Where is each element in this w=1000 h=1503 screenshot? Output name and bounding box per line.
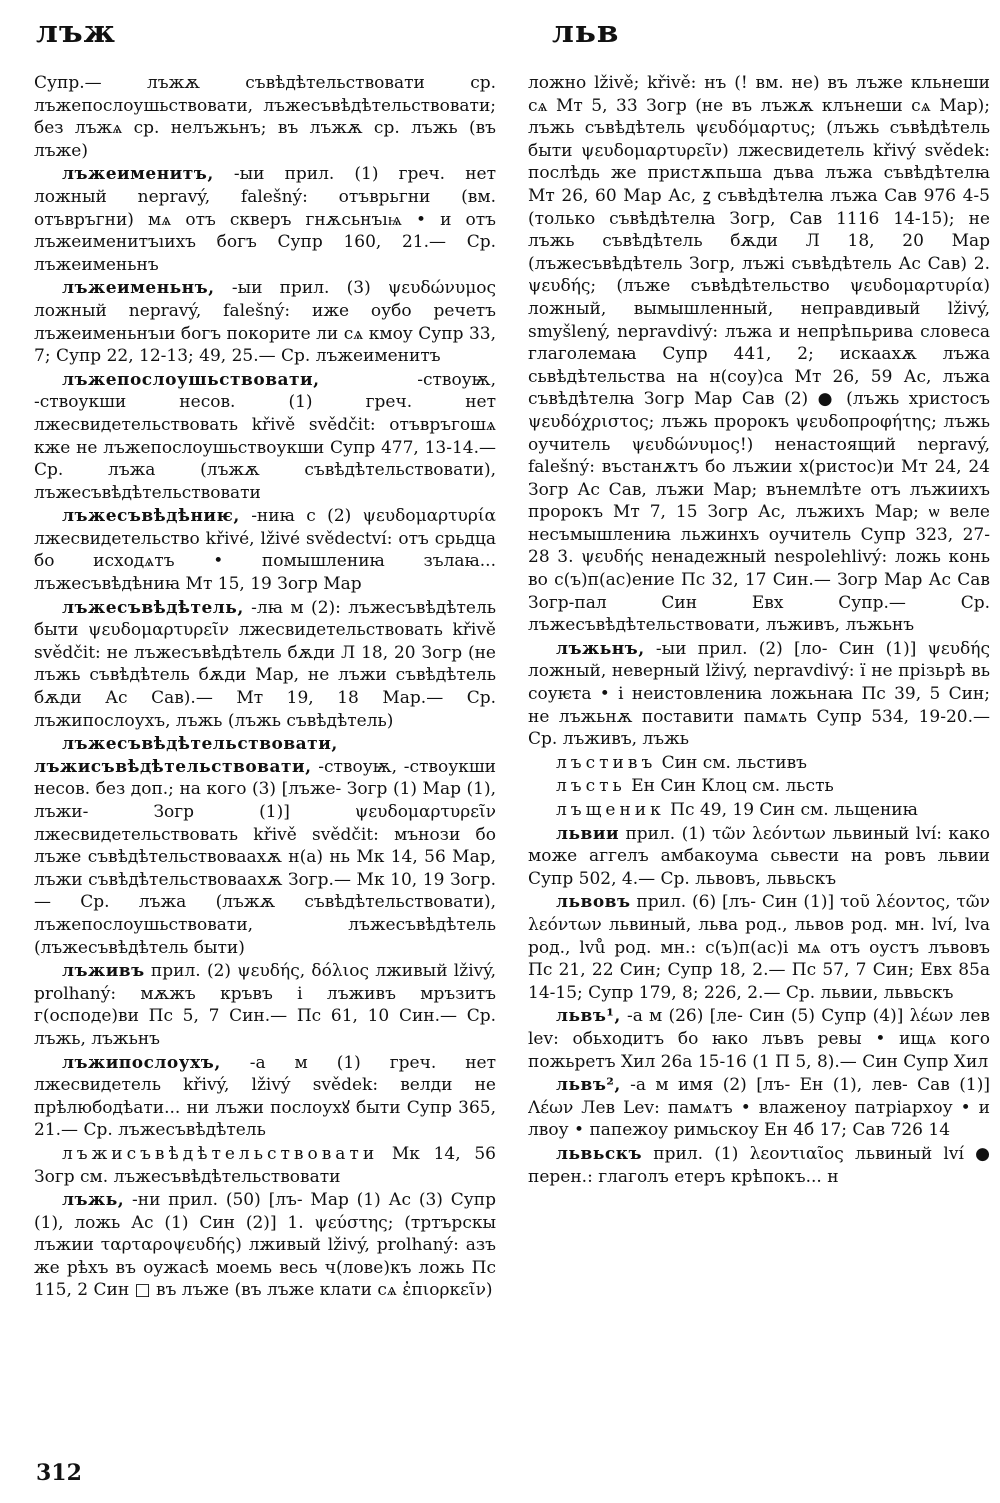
dictionary-entry: [34, 1189, 496, 1302]
entry-body: -ыи прил. (2) [ло- Син (1)] ψευδής ложный, неверный lživý, nepravdivý: ї не прізьрѣ вь соуѥта • і неистовлениꙗ ложьнаꙗ Пс 39, 5 Син; не лъжьнѫ поставити памѧть Супр 534, 19-20.— Ср. лъживъ, лъжь: [528, 638, 990, 750]
entry-body: -ни прил. (50) [лъ- Мар (1) Ас (3) Супр (1), ложь Ас (1) Син (2)] 1. ψεύστης; (тртърскы лъжии ταρταροψευδής) лживый lživý, prolhaný: азъ же рѣхъ въ оужасѣ моемь весь ч(лове)къ ложь Пс 115, 2 Син □ въ лъже (въ лъже клати сѧ ἐπιορκεῖν): [34, 1190, 496, 1301]
dictionary-entry: [34, 1052, 496, 1142]
dictionary-entry: [34, 1143, 496, 1188]
entry-headword: львьскъ: [556, 1143, 643, 1164]
entry-headword: львовъ: [556, 892, 631, 913]
entry-body: -а м (26) [ле- Син (5) Супр (4)] λέων лев lev: обьходитъ бо ꙗко лъвъ ревы • ищѧ кого пожьретъ Хил 26а 15-16 (1 П 5, 8).— Син Супр Хил: [528, 1006, 990, 1072]
entry-body: прил. (1) λεοντιαῖος львиный lví ● перен.: глаголъ етеръ крѣпокъ... н: [528, 1143, 990, 1187]
left-column: [34, 72, 496, 1452]
entry-body: -ствоуѭ, -ствоукши несов. без доп.; на кого (3) [лъже- Зогр (1) Мар (1), лъжи- Зогр (1)] ψευδομαρτυρεῖν лжесвидетельствовать křivě svědčit: мънози бо лъже съвѣдѣтельствоваахѫ н(а) нь Мк 14, 56 Мар, лъжи съвѣдѣтельствоваахѫ Зогр.— Мк 10, 19 Зогр.— Ср. лъжа (лъжѫ съвѣдѣтельствовати), лъжепослоушьствовати, лъжесъвѣдѣтель (лъжесъвѣдѣтель быти): [34, 756, 496, 958]
entry-headword: лъжесъвѣдѣтельствовати, лъжисъвѣдѣтельствовати,: [34, 734, 338, 777]
entry-headword: лъжипослоухъ,: [62, 1052, 221, 1073]
entry-body: прил. (6) [лъ- Син (1)] τοῦ λέοντος, τῶν λεόντων львиный, льва род., львов род. мн. lví, lva род., lvů род. мн.: с(ъ)п(ас)і мѧ отъ оустъ лъвовъ Пс 21, 22 Син; Супр 18, 2.— Пс 57, 7 Син; Евх 85а 14-15; Супр 179, 8; 226, 2.— Ср. львии, львьскъ: [528, 892, 990, 1003]
entry-headword: лъщеник: [556, 800, 665, 820]
entry-body: Супр.— лъжѫ съвѣдѣтельствовати ср. лъжепослоушьствовати, лъжесъвѣдѣтельствовати; без лъжѧ ср. нелъжьнъ; въ лъжѫ ср. лъжь (въ лъже): [34, 73, 496, 161]
entry-headword: львии: [556, 823, 620, 844]
entry-headword: львъ²,: [556, 1075, 621, 1096]
entry-body: -ыи прил. (1) греч. нет ложный nepravý, falešný: отъврьгни (вм. отъвръгни) мѧ отъ скверъ гнѫсьнъıѩ • и отъ лъжеименитъıихъ богъ Супр 160, 21.— Ср. лъжеименьнъ: [34, 164, 496, 275]
entry-body: прил. (1) τῶν λεόντων львиный lví: како може аггелъ амбакоума сьвести на ровъ львии Супр 502, 4.— Ср. львовъ, львьскъ: [528, 823, 990, 889]
entry-headword: львъ¹,: [556, 1006, 621, 1027]
dictionary-entry: [528, 1074, 990, 1142]
entry-body: -а м (1) греч. нет лжесвидетель křivý, lživý svědek: велди не прѣлюбодѣати... ни лъжи послоухꙋ быти Супр 365, 21.— Ср. лъжесъвѣдѣтель: [34, 1052, 496, 1141]
entry-headword: лъжь,: [62, 1190, 125, 1211]
dictionary-entry: [528, 752, 990, 775]
entry-body: -а м имя (2) [лъ- Ен (1), лев- Сав (1)] Λέων Лев Lev: памѧтъ • влаженоу патріархоу • и лвоу • папежоу римьскоу Ен 4б 17; Сав 726 14: [528, 1075, 990, 1141]
dictionary-entry: [34, 505, 496, 595]
entry-headword: лъжисъвѣдѣтельствовати: [62, 1143, 379, 1164]
dictionary-entry: [528, 638, 990, 751]
entry-body: -ниꙗ с (2) ψευδομαρτυρία лжесвидетельство křivé, lživé svědectví: отъ срьдца бо исходѧтъ • помышлениꙗ зълаꙗ... лъжесъвѣдѣниꙗ Мт 15, 19 Зогр Мар: [34, 506, 496, 595]
entry-headword: лъстивъ: [556, 752, 657, 773]
entry-body: -лꙗ м (2): лъжесъвѣдѣтель быти ψευδομαρτυρεῖν лжесвидетельствовать křivě svědčit: не лъжесъвѣдѣтель бѫди Л 18, 20 Зогр (не лъжь съвѣдѣтель бѫди Мар, не лъжи съвѣдѣтель бѫди Ас Сав).— Мт 19, 18 Мар.— Ср. лъжипослоухъ, лъжь (лъжь съвѣдѣтель): [34, 597, 496, 731]
entry-body: Ен Син Клоц см. льсть: [625, 776, 834, 797]
dictionary-entry: [34, 72, 496, 162]
dictionary-entry: [528, 891, 990, 1004]
entry-headword: лъжесъвѣдѣниѥ,: [62, 506, 240, 527]
dictionary-entry: [528, 775, 990, 798]
entry-headword: лъжеименитъ,: [62, 164, 214, 185]
dictionary-entry: [528, 72, 990, 637]
entry-body: прил. (2) ψευδής, δόλιος лживый lživý, prolhaný: мѫжъ кръвъ і лъживъ мръзитъ г(осподе)ви Пс 5, 7 Син.— Пс 61, 10 Син.— Ср. лъжь, лъжьнъ: [34, 961, 496, 1049]
running-head-left: лъж: [36, 14, 116, 50]
entry-body: -ствоуѭ, -ствоукши несов. (1) греч. нет лжесвидетельствовать křivě svědčit: отъвръгошѧ кже не лъжепослоушьствоукши Супр 477, 13-14.— Ср. лъжа (лъжѫ съвѣдѣтельствовати), лъжесъвѣдѣтельствовати: [34, 369, 496, 503]
running-head-right: льв: [552, 14, 620, 50]
entry-headword: лъжепослоушьствовати,: [62, 369, 320, 390]
dictionary-entry: [34, 163, 496, 276]
dictionary-entry: [528, 823, 990, 891]
entry-body: ложно lživě; křivě: нъ (! вм. не) въ лъже кльнеши сѧ Мт 5, 33 Зогр (не въ лъжѫ клънеши сѧ Мар); лъжь съвѣдѣтель ψευδόμαρτυς; (лъжь съвѣдѣтель быти ψευδομαρτυρεῖν) лжесвидетель křivý svědek: послѣдь же пристѫпьша дъва лъжа съвѣдѣтелꙗ Мт 26, 60 Мар Ас, ꙁ съвѣдѣтелꙗ лъжа Сав 976 4-5 (только съвѣдѣтелꙗ Зогр, Сав 1116 14-15); не лъжь съвѣдѣтель бѫди Л 18, 20 Мар (лъжесъвѣдѣтель Зогр, лъжі съвѣдѣтель Ас Сав) 2. ψευδής; (лъже съвѣдѣтельство ψευδομαρτυρία) ложный, вымышленный, неправдивый lživý, smyšlený, nepravdivý: лъжа и непрѣпьрива словеса глаголемаꙗ Супр 441, 2; искаахѫ лъжа сьвѣдѣтельства на н(соу)са Мт 26, 59 Ас, лъжа съвѣдѣтелꙗ Зогр Мар Сав (2) ● (лъжь христосъ ψευδόχριστος; лъжь пророкъ ψευδοπροφήτης; лъжь оучитель ψευδώνυμος!) ненастоящий nepravý, falešný: въстанѫтъ бо лъжии х(ристос)и Мт 24, 24 Зогр Ас Сав, лъжи Мар; вънемлѣте отъ лъжиихъ пророкъ Мт 7, 15 Зогр Ас, лъжихъ Мар; ѡ веле несъмышлениꙗ льжинхъ оучитель Супр 323, 27-28 3. ψευδής ненадежный nespolehlivý: ложь конь во с(ъ)п(ас)ение Пс 32, 17 Син.— Зогр Мар Ас Сав Зогр-пал Син Евх Супр.— Ср. лъжесъвѣдѣтельствовати, лъживъ, лъжьнъ: [528, 73, 990, 636]
dictionary-entry: [528, 799, 990, 822]
entry-body: Син см. льстивъ: [656, 752, 807, 773]
dictionary-entry: [528, 1005, 990, 1073]
entry-headword: лъживъ: [62, 961, 145, 982]
dictionary-entry: [34, 277, 496, 367]
entry-headword: лъжьнъ,: [556, 638, 645, 659]
entry-body: Пс 49, 19 Син см. льщениꙗ: [664, 800, 918, 820]
entry-body: Мк 14, 56 Зогр см. лъжесъвѣдѣтельствовати: [34, 1143, 496, 1187]
entry-headword: лъжесъвѣдѣтель,: [62, 597, 244, 618]
entry-headword: лъсть: [556, 776, 626, 797]
entry-body: -ыи прил. (3) ψευδώνυμος ложный nepravý, falešný: иже оубо речетъ лъжеименьнъıи богъ покорите ли сѧ кмоу Супр 33, 7; Супр 22, 12-13; 49, 25.— Ср. лъжеименитъ: [34, 278, 496, 367]
dictionary-entry: [34, 369, 496, 505]
dictionary-entry: [34, 733, 496, 959]
dictionary-entry: [34, 597, 496, 733]
right-column: [528, 72, 990, 1452]
dictionary-entry: [528, 1143, 990, 1188]
entry-headword: лъжеименьнъ,: [62, 278, 215, 299]
dictionary-entry: [34, 960, 496, 1050]
page-number: 312: [36, 1460, 82, 1486]
